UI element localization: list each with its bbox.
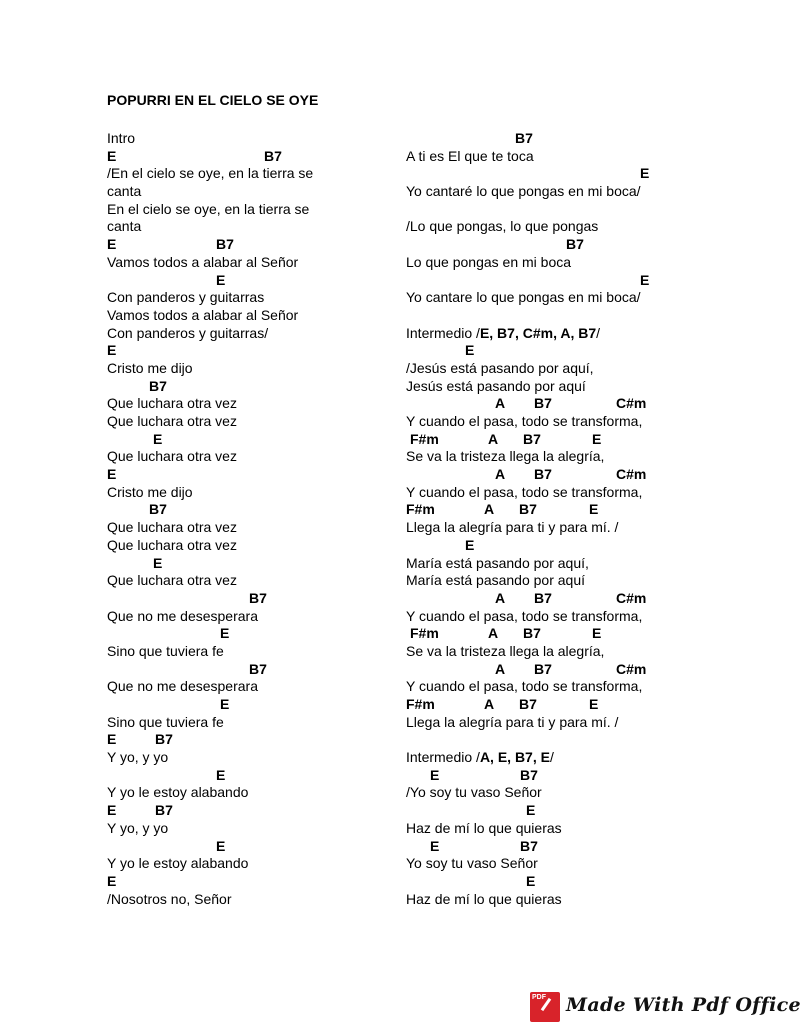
chord: E: [107, 872, 117, 889]
chord-line: [107, 431, 407, 449]
chord: E: [592, 625, 602, 642]
lyric-line: Y yo, y yo: [107, 749, 169, 766]
chord: E: [430, 837, 440, 854]
interlude-chords: A, E, B7, E: [479, 749, 550, 766]
lyric-line: Que no me desesperara: [107, 678, 258, 695]
chord: B7: [523, 625, 541, 642]
lyric-line: Cristo me dijo: [107, 483, 193, 500]
chord: B7: [523, 430, 541, 447]
chord-line: [406, 431, 706, 449]
lyric-line: Que luchara otra vez: [107, 572, 237, 589]
chord: B7: [149, 501, 167, 518]
chord: B7: [155, 802, 173, 819]
chord-line: [406, 873, 706, 891]
chord-line: [107, 590, 407, 608]
chord: E: [107, 802, 117, 819]
lyric-line: Llega la alegría para ti y para mí. /: [406, 713, 619, 730]
lyric-line: /Nosotros no, Señor: [107, 890, 232, 907]
chord: F#m: [410, 625, 439, 642]
chord: B7: [519, 696, 537, 712]
lyric-line: A ti es El que te toca: [406, 147, 534, 164]
chord: A: [484, 696, 495, 712]
chord-line: [107, 661, 407, 679]
chord-line: [406, 625, 706, 643]
chord: C#m: [616, 466, 647, 483]
interlude-label: /: [596, 324, 601, 341]
chord-line: [406, 838, 706, 856]
chord-line: [406, 395, 706, 413]
chord-line: [406, 130, 706, 148]
lyric-line: Intro: [107, 130, 136, 146]
left-column: [107, 130, 407, 908]
chord: E: [640, 271, 650, 288]
lyric-line: Yo cantare lo que pongas en mi boca/: [406, 289, 641, 306]
chord-line: [406, 165, 706, 183]
lyric-line: Y yo le estoy alabando: [107, 855, 249, 872]
chord: E: [216, 837, 226, 854]
lyric-line: En el cielo se oye, en la tierra se: [107, 200, 310, 217]
chord: F#m: [406, 696, 435, 712]
lyric-line: Sino que tuviera fe: [107, 713, 224, 730]
chord: C#m: [616, 589, 647, 606]
chord-line: [406, 661, 706, 679]
chord: B7: [519, 501, 537, 518]
lyric-line: Haz de mí lo que quieras: [406, 819, 562, 836]
chord: E: [216, 271, 226, 288]
chord-line: [107, 501, 407, 519]
lyric-line: Lo que pongas en mi boca: [406, 253, 572, 270]
lyric-line: /Yo soy tu vaso Señor: [406, 784, 542, 801]
chord-line: [406, 342, 706, 360]
lyric-line: /Jesús está pasando por aquí,: [406, 359, 594, 376]
chord-line: [406, 767, 706, 785]
chord: F#m: [406, 501, 435, 518]
chord: A: [488, 625, 499, 642]
pdf-office-watermark: [530, 990, 801, 1024]
blank-line: [406, 731, 706, 749]
chord: E: [465, 342, 475, 359]
chord: B7: [520, 766, 538, 783]
chord-line: [107, 802, 407, 820]
chord: E: [526, 802, 536, 819]
lyric-line: canta: [107, 183, 142, 200]
chord: E: [107, 731, 117, 748]
lyric-line: /En el cielo se oye, en la tierra se: [107, 165, 314, 182]
chord: E: [589, 501, 599, 518]
lyric-line: Y cuando el pasa, todo se transforma,: [406, 678, 643, 695]
chord: E: [107, 147, 117, 164]
chord: B7: [149, 377, 167, 394]
chord: B7: [515, 130, 533, 146]
lyric-line: Con panderos y guitarras: [107, 289, 265, 306]
lyric-line: Llega la alegría para ti y para mí. /: [406, 519, 619, 536]
chord-line: [406, 236, 706, 254]
chord-line: [107, 731, 407, 749]
chord: B7: [520, 837, 538, 854]
chord: B7: [534, 466, 552, 483]
chord: E: [640, 165, 650, 182]
chord: C#m: [616, 660, 647, 677]
lyric-line: Y cuando el pasa, todo se transforma,: [406, 483, 643, 500]
chord-line: [107, 466, 407, 484]
chord: A: [495, 395, 506, 412]
chord: E: [592, 430, 602, 447]
lyric-line: Que luchara otra vez: [107, 448, 237, 465]
chord: B7: [534, 395, 552, 412]
chord-line: [107, 342, 407, 360]
chord: B7: [249, 589, 267, 606]
chord-line: [406, 272, 706, 290]
chord-line: [107, 838, 407, 856]
lyric-line: Jesús está pasando por aquí: [406, 377, 586, 394]
chord-line: [107, 625, 407, 643]
pdf-pen-icon: PDF: [530, 992, 560, 1022]
lyric-line: Yo soy tu vaso Señor: [406, 855, 538, 872]
chord: E: [107, 466, 117, 483]
lyric-line: Que luchara otra vez: [107, 519, 237, 536]
lyric-line: Y cuando el pasa, todo se transforma,: [406, 607, 643, 624]
blank-line: [406, 307, 706, 325]
right-column: [406, 130, 706, 908]
lyric-line: Que luchara otra vez: [107, 536, 237, 553]
lyric-line: Y yo le estoy alabando: [107, 784, 249, 801]
lyric-line: Sino que tuviera fe: [107, 642, 224, 659]
chord-line: [406, 501, 706, 519]
interlude-label: /: [549, 749, 554, 766]
chord: E: [589, 696, 599, 712]
chord: C#m: [616, 395, 647, 412]
lyric-line: Yo cantaré lo que pongas en mi boca/: [406, 183, 641, 200]
lyric-line: Haz de mí lo que quieras: [406, 890, 562, 907]
lyric-line: Que luchara otra vez: [107, 395, 237, 412]
chord: E: [430, 766, 440, 783]
lyric-line: Se va la tristeza llega la alegría,: [406, 448, 605, 465]
song-title: POPURRI EN EL CIELO SE OYE: [107, 92, 319, 108]
interlude-line: [406, 749, 706, 767]
chord: E: [153, 430, 163, 447]
lyric-line: Que luchara otra vez: [107, 413, 237, 429]
lyric-line: Con panderos y guitarras/: [107, 324, 269, 341]
lyric-line: María está pasando por aquí: [406, 572, 586, 589]
chord-line: [406, 696, 706, 714]
chord: B7: [534, 589, 552, 606]
interlude-chords: E, B7, C#m, A, B7: [479, 324, 597, 341]
lyric-line: Se va la tristeza llega la alegría,: [406, 642, 605, 659]
lyric-line: Cristo me dijo: [107, 359, 193, 376]
chord-line: [107, 378, 407, 396]
chord-line: [406, 466, 706, 484]
chord-line: [406, 802, 706, 820]
lyric-line: Y cuando el pasa, todo se transforma,: [406, 413, 643, 429]
chord: B7: [566, 236, 584, 253]
chord: E: [220, 696, 230, 712]
chord-line: [107, 873, 407, 891]
chord-line: [107, 767, 407, 785]
chord: A: [484, 501, 495, 518]
lyric-line: /Lo que pongas, lo que pongas: [406, 218, 599, 235]
chord: E: [220, 625, 230, 642]
chord-line: [107, 272, 407, 290]
lyric-line: Que no me desesperara: [107, 607, 258, 624]
chord: F#m: [410, 430, 439, 447]
chord: B7: [534, 660, 552, 677]
chord: E: [526, 872, 536, 889]
chord: E: [153, 554, 163, 571]
chord: B7: [216, 236, 234, 253]
chord-line: [107, 696, 407, 714]
chord: A: [495, 466, 506, 483]
chord: E: [107, 236, 117, 253]
lyric-line: Vamos todos a alabar al Señor: [107, 253, 299, 270]
chord: B7: [264, 147, 282, 164]
chord-line: [107, 236, 407, 254]
lyric-line: María está pasando por aquí,: [406, 554, 589, 571]
chord: A: [495, 660, 506, 677]
blank-line: [406, 201, 706, 219]
lyric-line: Y yo, y yo: [107, 819, 169, 836]
interlude-label: Intermedio /: [406, 749, 480, 766]
chord: A: [488, 430, 499, 447]
interlude-line: [406, 325, 706, 343]
chord-line: [107, 555, 407, 573]
chord-line: [107, 148, 407, 166]
chord: B7: [249, 660, 267, 677]
watermark-text: Made With Pdf Office: [566, 994, 801, 1016]
chord: A: [495, 589, 506, 606]
chord: E: [107, 342, 117, 359]
chord-line: [406, 590, 706, 608]
chord: E: [465, 536, 475, 553]
lyric-line: Vamos todos a alabar al Señor: [107, 306, 299, 323]
chord-line: [406, 537, 706, 555]
chord: E: [216, 766, 226, 783]
lyric-line: canta: [107, 218, 142, 235]
chord: B7: [155, 731, 173, 748]
interlude-label: Intermedio /: [406, 324, 480, 341]
